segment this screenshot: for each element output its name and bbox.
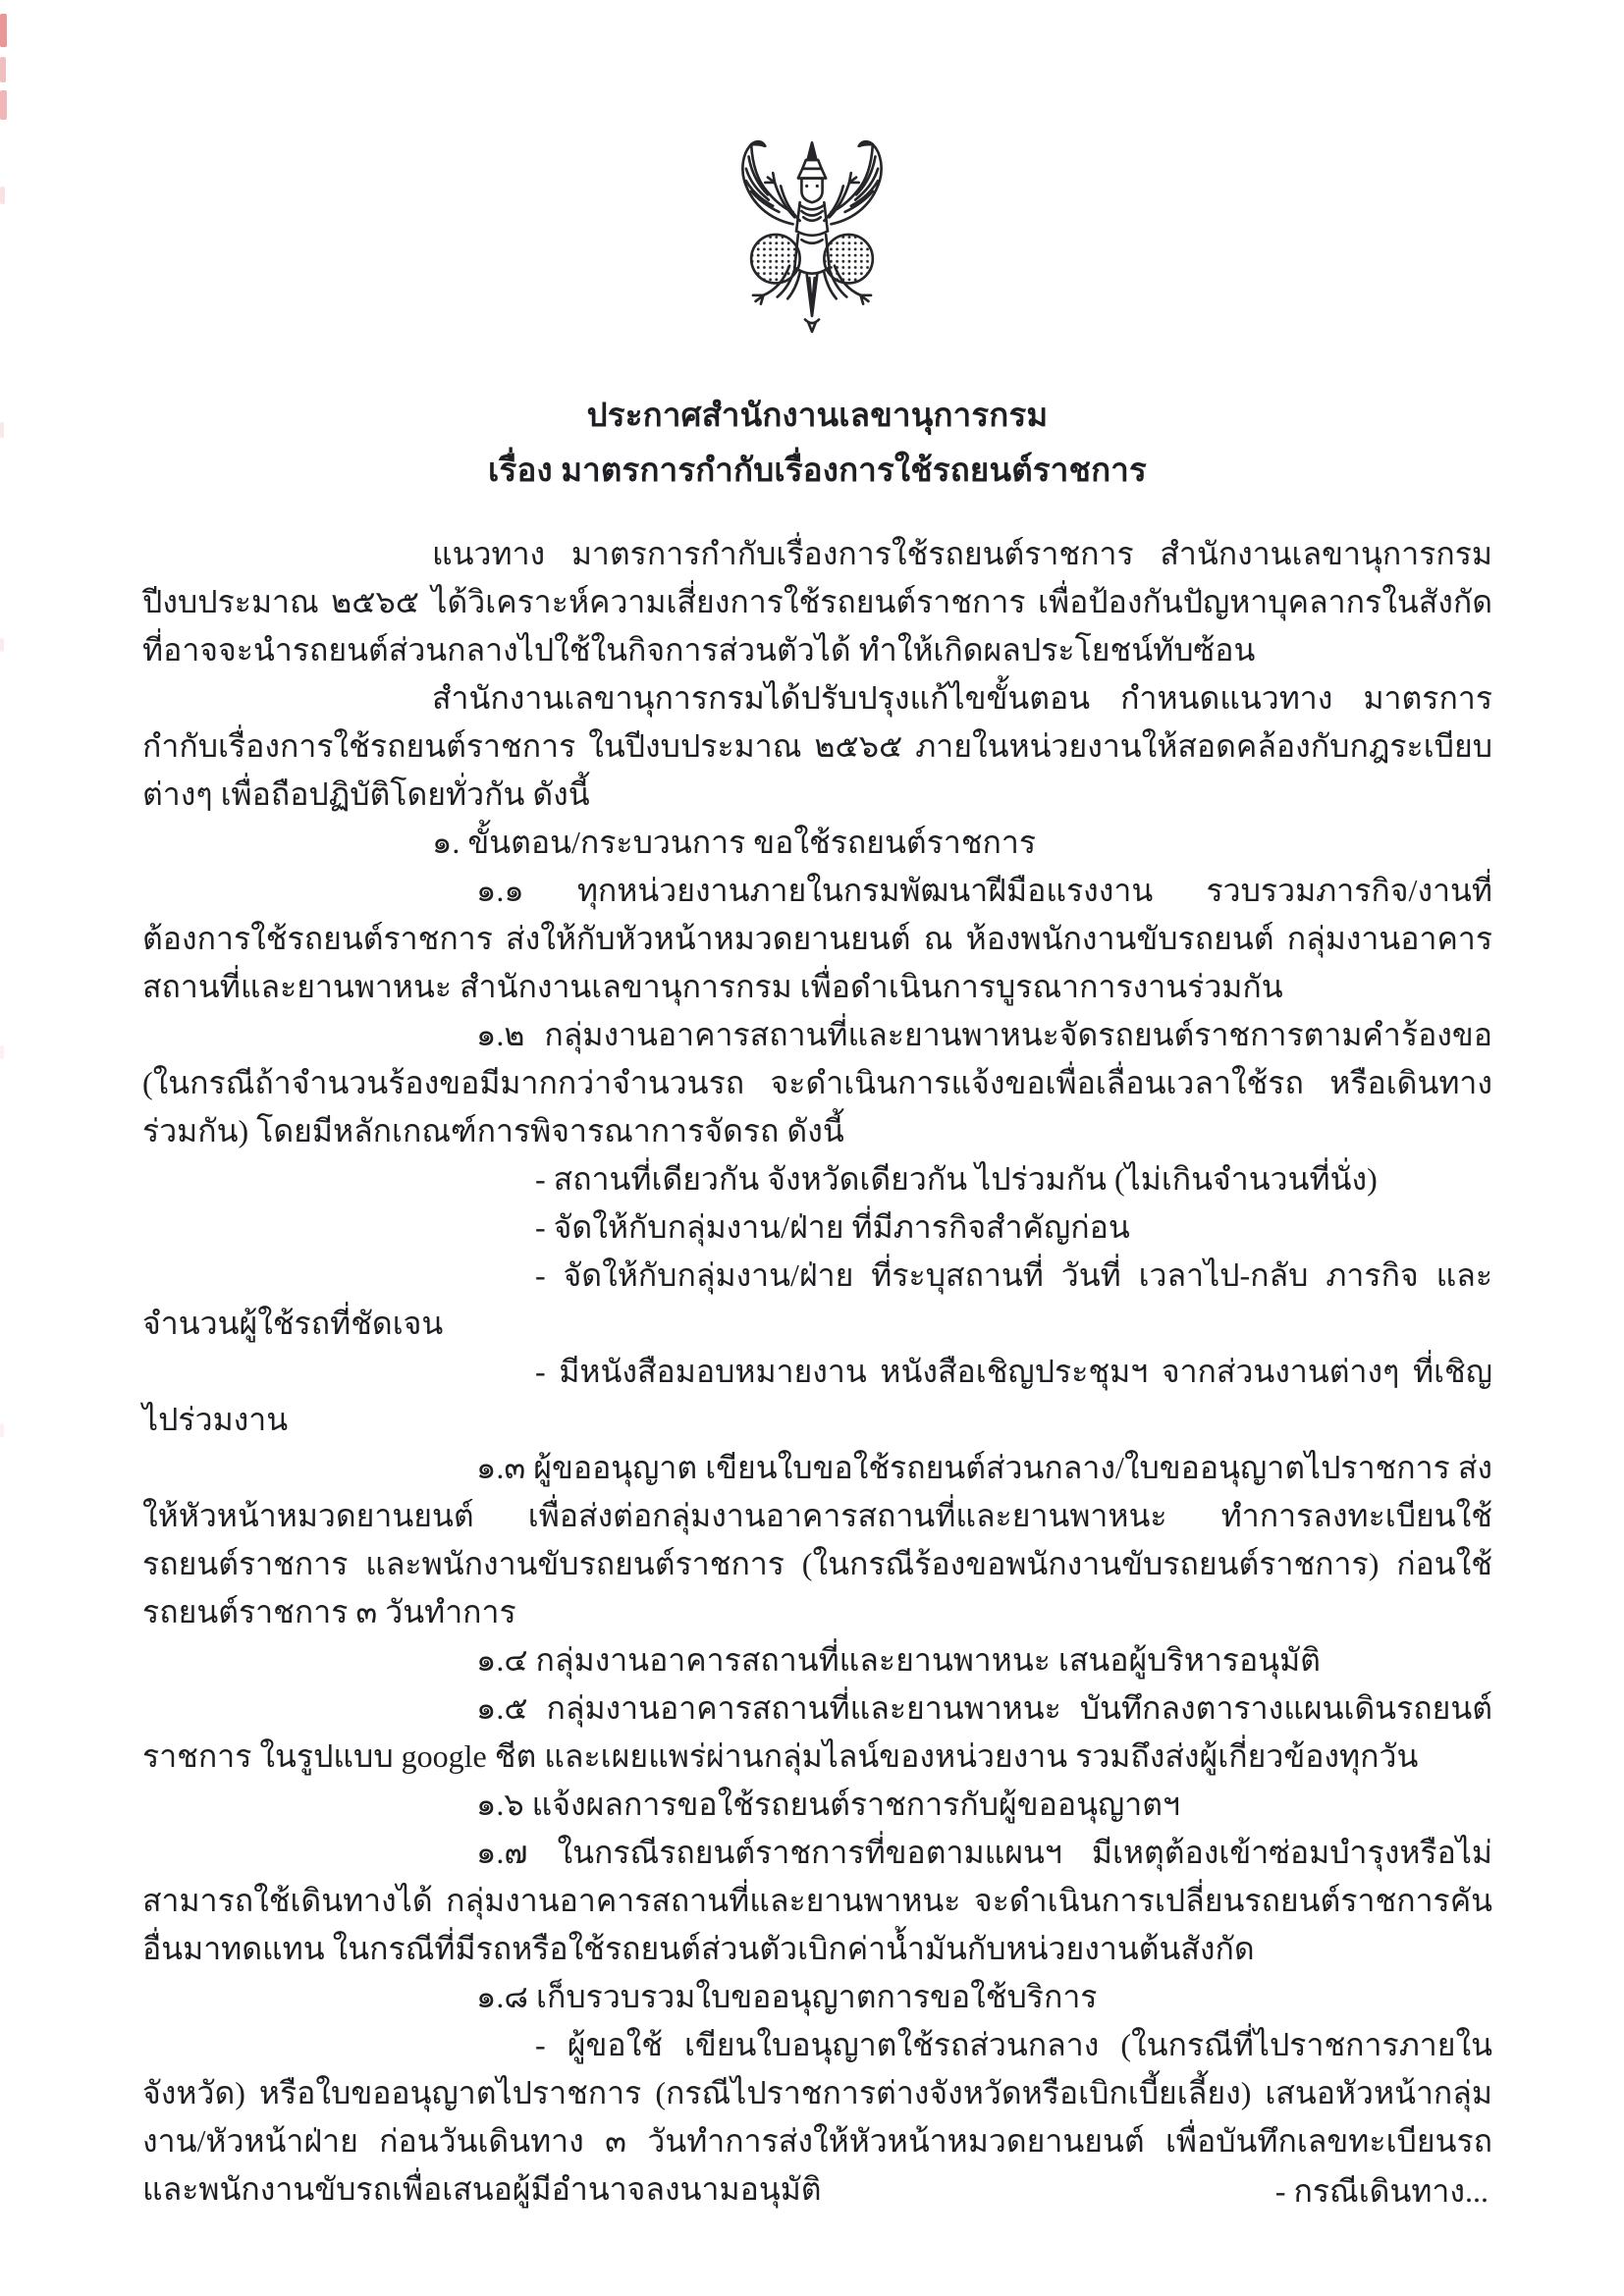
item-1-1: ๑.๑ ทุกหน่วยงานภายในกรมพัฒนาฝีมือแรงงาน รวบรวมภารกิจ/งานที่ต้องการใช้รถยนต์ราชการ ส่งให้กับหัวหน้าหมวดยานยนต์ ณ ห้องพนักงานขับรถยนต์ กลุ่มงานอาคารสถานที่และยานพาหนะ สำนักงานเลขานุการกรม เพื่อดำเนินการบูรณาการงานร่วมกัน [142,873,1492,1004]
continuation-note: - กรณีเดินทาง... [1274,2173,1489,2209]
document-body [142,530,1492,2214]
section-1-heading: ๑. ขั้นตอน/กระบวนการ ขอใช้รถยนต์ราชการ [432,825,1037,860]
criteria-dash-2: - จัดให้กับกลุ่มงาน/ฝ่าย ที่มีภารกิจสำคัญก่อน [535,1209,1130,1245]
criteria-dash-4: - มีหนังสือมอบหมายงาน หนังสือเชิญประชุมฯ จากส่วนงานต่างๆ ที่เชิญไปร่วมงาน [142,1354,1492,1437]
item-1-7: ๑.๗ ในกรณีรถยนต์ราชการที่ขอตามแผนฯ มีเหตุต้องเข้าซ่อมบำรุงหรือไม่สามารถใช้เดินทางได้ กลุ่มงานอาคารสถานที่และยานพาหนะ จะดำเนินการเปลี่ยนรถยนต์ราชการคันอื่นมาทดแทน ในกรณีที่มีรถหรือใช้รถยนต์ส่วนตัวเบิกค่าน้ำมันกับหน่วยงานต้นสังกัด [142,1835,1492,1966]
intro-paragraph-1: แนวทาง มาตรการกำกับเรื่องการใช้รถยนต์ราชการ สำนักงานเลขานุการกรม ปีงบประมาณ ๒๕๖๕ ได้วิเคราะห์ความเสี่ยงการใช้รถยนต์ราชการ เพื่อป้องกันปัญหาบุคลากรในสังกัด ที่อาจจะนำรถยนต์ส่วนกลางไปใช้ในกิจการส่วนตัวได้ ทำให้เกิดผลประโยชน์ทับซ้อน [142,536,1492,667]
item-1-8-dash-detail: - ผู้ขอใช้ เขียนใบอนุญาตใช้รถส่วนกลาง (ในกรณีที่ไปราชการภายในจังหวัด) หรือใบขออนุญาตไปราชการ (กรณีไปราชการต่างจังหวัดหรือเบิกเบี้ยเลี้ยง) เสนอหัวหน้ากลุ่มงาน/หัวหน้าฝ่าย ก่อนวันเดินทาง ๓ วันทำการส่งให้หัวหน้าหมวดยานยนต์ เพื่อบันทึกเลขทะเบียนรถและพนักงานขับรถเพื่อเสนอผู้มีอำนาจลงนามอนุมัติ [142,2027,1492,2207]
item-1-2: ๑.๒ กลุ่มงานอาคารสถานที่และยานพาหนะจัดรถยนต์ราชการตามคำร้องขอ (ในกรณีถ้าจำนวนร้องขอมีมากกว่าจำนวนรถ จะดำเนินการแจ้งขอเพื่อเลื่อนเวลาใช้รถ หรือเดินทางร่วมกัน) โดยมีหลักเกณฑ์การพิจารณาการจัดรถ ดังนี้ [142,1017,1492,1148]
criteria-dash-3: - จัดให้กับกลุ่มงาน/ฝ่าย ที่ระบุสถานที่ วันที่ เวลาไป-กลับ ภารกิจ และจำนวนผู้ใช้รถที่ชัดเจน [142,1257,1492,1341]
emblem-container [0,0,1624,346]
intro-paragraph-2: สำนักงานเลขานุการกรมได้ปรับปรุงแก้ไขขั้นตอน กำหนดแนวทาง มาตรการกำกับเรื่องการใช้รถยนต์ราชการ ในปีงบประมาณ ๒๕๖๕ ภายในหน่วยงานให้สอดคล้องกับกฎระเบียบต่างๆ เพื่อถือปฏิบัติโดยทั่วกัน ดังนี้ [142,680,1492,812]
item-1-3: ๑.๓ ผู้ขออนุญาต เขียนใบขอใช้รถยนต์ส่วนกลาง/ใบขออนุญาตไปราชการ ส่งให้หัวหน้าหมวดยานยนต์ เพื่อส่งต่อกลุ่มงานอาคารสถานที่และยานพาหนะ ทำการลงทะเบียนใช้รถยนต์ราชการ และพนักงานขับรถยนต์ราชการ (ในกรณีร้องขอพนักงานขับรถยนต์ราชการ) ก่อนใช้รถยนต์ราชการ ๓ วันทำการ [142,1450,1492,1629]
item-1-6: ๑.๖ แจ้งผลการขอใช้รถยนต์ราชการกับผู้ขออนุญาตฯ [476,1787,1180,1822]
document-title: ประกาศสำนักงานเลขานุการกรม [586,399,1049,434]
document-subject: เรื่อง มาตรการกำกับเรื่องการใช้รถยนต์ราชการ [488,454,1147,489]
garuda-emblem-icon [725,137,899,346]
item-1-4: ๑.๔ กลุ่มงานอาคารสถานที่และยานพาหนะ เสนอผู้บริหารอนุมัติ [476,1642,1321,1678]
document-content [0,391,1624,2214]
item-1-8: ๑.๘ เก็บรวบรวมใบขออนุญาตการขอใช้บริการ [476,1979,1098,2014]
criteria-dash-1: - สถานที่เดียวกัน จังหวัดเดียวกัน ไปร่วมกัน (ไม่เกินจำนวนที่นั่ง) [535,1161,1378,1197]
item-1-5: ๑.๕ กลุ่มงานอาคารสถานที่และยานพาหนะ บันทึกลงตารางแผนเดินรถยนต์ราชการ ในรูปแบบ google ชีต และเผยแพร่ผ่านกลุ่มไลน์ของหน่วยงาน รวมถึงส่งผู้เกี่ยวข้องทุกวัน [142,1690,1492,1774]
